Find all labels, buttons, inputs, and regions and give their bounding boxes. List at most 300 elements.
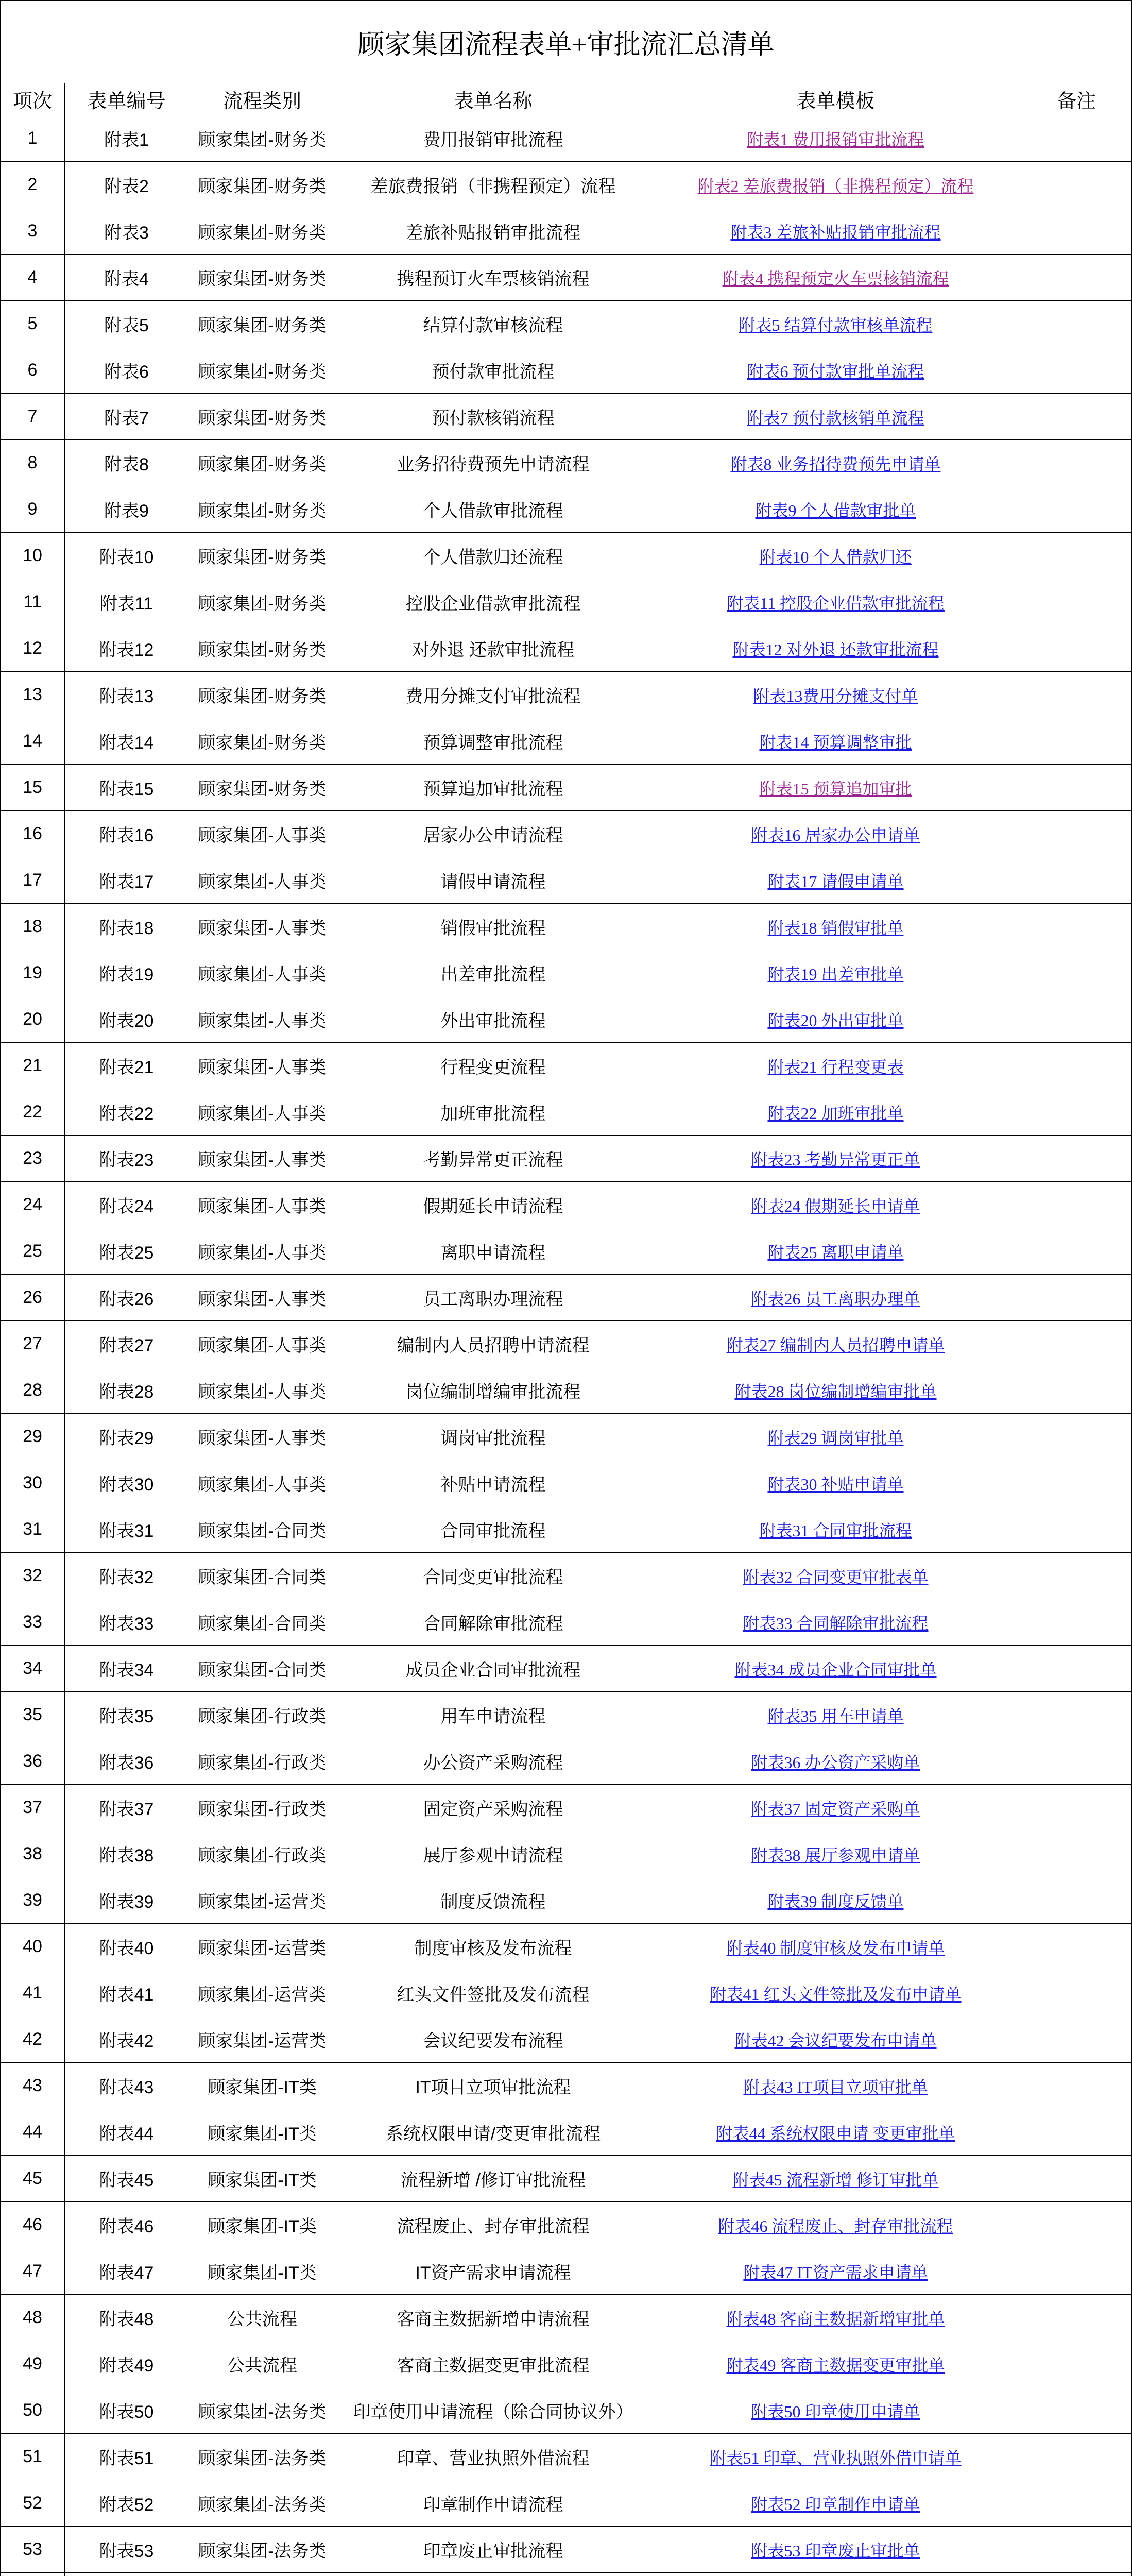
remarks (1021, 347, 1131, 394)
form-template-link[interactable]: 附表3 差旅补贴报销审批流程 (650, 208, 1021, 255)
row-index: 10 (1, 533, 65, 579)
form-template-link[interactable]: 附表43 IT项目立项审批单 (650, 2063, 1021, 2109)
row-index: 3 (1, 208, 65, 255)
row-index: 37 (1, 1785, 65, 1831)
form-name: 费用分摊支付审批流程 (336, 672, 650, 718)
row-index: 48 (1, 2295, 65, 2341)
form-name: 流程新增 /修订审批流程 (336, 2156, 650, 2202)
form-name: 岗位编制增编审批流程 (336, 1367, 650, 1414)
form-template-link[interactable]: 附表46 流程废止、封存审批流程 (650, 2202, 1021, 2248)
form-code: 附表3 (65, 208, 188, 255)
process-category: 顾家集团-财务类 (188, 625, 336, 672)
form-name: 个人借款归还流程 (336, 533, 650, 579)
row-index: 4 (1, 255, 65, 301)
form-name: 预算追加审批流程 (336, 765, 650, 811)
remarks (1021, 1924, 1131, 1970)
form-code: 附表49 (65, 2341, 188, 2387)
form-name: IT项目立项审批流程 (336, 2063, 650, 2109)
form-template-link[interactable]: 附表34 成员企业合同审批单 (650, 1646, 1021, 1692)
form-code: 附表28 (65, 1367, 188, 1414)
form-template-link[interactable]: 附表36 办公资产采购单 (650, 1738, 1021, 1785)
row-index: 53 (1, 2527, 65, 2573)
row-index: 13 (1, 672, 65, 718)
row-index: 7 (1, 394, 65, 440)
process-category: 顾家集团-人事类 (188, 1414, 336, 1460)
process-category: 顾家集团-合同类 (188, 1553, 336, 1599)
row-index: 38 (1, 1831, 65, 1877)
form-code: 附表41 (65, 1970, 188, 2016)
process-category: 顾家集团-人事类 (188, 1228, 336, 1275)
form-name: 红头文件签批及发布流程 (336, 1970, 650, 2016)
row-index (1, 2573, 65, 2576)
row-index: 32 (1, 1553, 65, 1599)
form-name: 差旅费报销（非携程预定）流程 (336, 162, 650, 208)
form-code: 附表25 (65, 1228, 188, 1275)
form-name: 印章使用申请流程（除合同协议外） (336, 2387, 650, 2434)
form-name: 客商主数据变更审批流程 (336, 2341, 650, 2387)
form-code: 附表45 (65, 2156, 188, 2202)
form-template-link[interactable]: 附表6 预付款审批单流程 (650, 347, 1021, 394)
process-category: 顾家集团-合同类 (188, 1506, 336, 1553)
process-category: 顾家集团-法务类 (188, 2434, 336, 2480)
process-category: 顾家集团-财务类 (188, 486, 336, 533)
row-index: 52 (1, 2480, 65, 2527)
row-index: 27 (1, 1321, 65, 1367)
form-code: 附表6 (65, 347, 188, 394)
process-category: 顾家集团-财务类 (188, 533, 336, 579)
form-template-link[interactable]: 附表18 销假审批单 (650, 904, 1021, 950)
process-category: 顾家集团-人事类 (188, 857, 336, 904)
row-index: 19 (1, 950, 65, 996)
form-name: 流程废止、封存审批流程 (336, 2202, 650, 2248)
process-category: 顾家集团-IT类 (188, 2248, 336, 2295)
header-remarks: 备注 (1021, 83, 1131, 115)
form-template-link[interactable] (650, 2573, 1021, 2576)
remarks (1021, 301, 1131, 347)
form-name: 展厅参观申请流程 (336, 1831, 650, 1877)
remarks (1021, 1460, 1131, 1506)
form-template-link[interactable]: 附表33 合同解除审批流程 (650, 1599, 1021, 1646)
form-code: 附表19 (65, 950, 188, 996)
process-category: 顾家集团-运营类 (188, 1877, 336, 1924)
form-name: 费用报销审批流程 (336, 115, 650, 162)
form-name: 预算调整审批流程 (336, 718, 650, 765)
form-code: 附表33 (65, 1599, 188, 1646)
form-template-link[interactable]: 附表10 个人借款归还 (650, 533, 1021, 579)
form-template-link[interactable]: 附表35 用车申请单 (650, 1692, 1021, 1738)
form-template-link[interactable]: 附表28 岗位编制增编审批单 (650, 1367, 1021, 1414)
process-category: 顾家集团-运营类 (188, 1970, 336, 2016)
remarks (1021, 2387, 1131, 2434)
header-form-template: 表单模板 (650, 83, 1021, 115)
process-category: 顾家集团-人事类 (188, 904, 336, 950)
process-category: 顾家集团-财务类 (188, 718, 336, 765)
remarks (1021, 2527, 1131, 2573)
form-template-link[interactable]: 附表50 印章使用申请单 (650, 2387, 1021, 2434)
remarks (1021, 2156, 1131, 2202)
row-index: 2 (1, 162, 65, 208)
remarks (1021, 2202, 1131, 2248)
remarks (1021, 2295, 1131, 2341)
remarks (1021, 2248, 1131, 2295)
header-form-code: 表单编号 (65, 83, 188, 115)
form-name: 用车申请流程 (336, 1692, 650, 1738)
process-category: 顾家集团-人事类 (188, 950, 336, 996)
form-code (65, 2573, 188, 2576)
form-code: 附表27 (65, 1321, 188, 1367)
form-code: 附表46 (65, 2202, 188, 2248)
process-category: 顾家集团-财务类 (188, 347, 336, 394)
form-template-link[interactable]: 附表2 差旅费报销（非携程预定）流程 (650, 162, 1021, 208)
remarks (1021, 1970, 1131, 2016)
form-code: 附表1 (65, 115, 188, 162)
form-code: 附表52 (65, 2480, 188, 2527)
row-index: 49 (1, 2341, 65, 2387)
form-template-link[interactable]: 附表20 外出审批单 (650, 996, 1021, 1043)
row-index: 9 (1, 486, 65, 533)
form-template-link[interactable]: 附表47 IT资产需求申请单 (650, 2248, 1021, 2295)
form-template-link[interactable]: 附表1 费用报销审批流程 (650, 115, 1021, 162)
remarks (1021, 1136, 1131, 1182)
form-template-link[interactable]: 附表42 会议纪要发布申请单 (650, 2016, 1021, 2063)
remarks (1021, 1414, 1131, 1460)
process-category: 顾家集团-人事类 (188, 996, 336, 1043)
row-index: 15 (1, 765, 65, 811)
form-name: IT资产需求申请流程 (336, 2248, 650, 2295)
form-code: 附表32 (65, 1553, 188, 1599)
process-category: 顾家集团-法务类 (188, 2480, 336, 2527)
process-category: 顾家集团-合同类 (188, 1646, 336, 1692)
remarks (1021, 1553, 1131, 1599)
row-index: 11 (1, 579, 65, 625)
form-template-link[interactable]: 附表25 离职申请单 (650, 1228, 1021, 1275)
remarks (1021, 1043, 1131, 1089)
form-code: 附表44 (65, 2109, 188, 2156)
form-template-link[interactable]: 附表29 调岗审批单 (650, 1414, 1021, 1460)
form-code: 附表2 (65, 162, 188, 208)
process-category: 公共流程 (188, 2295, 336, 2341)
remarks (1021, 440, 1131, 486)
row-index: 33 (1, 1599, 65, 1646)
form-name: 加班审批流程 (336, 1089, 650, 1136)
process-category: 顾家集团-人事类 (188, 1182, 336, 1228)
process-category: 顾家集团-人事类 (188, 1275, 336, 1321)
process-category: 顾家集团-运营类 (188, 2016, 336, 2063)
form-template-link[interactable]: 附表48 客商主数据新增审批单 (650, 2295, 1021, 2341)
form-name: 成员企业合同审批流程 (336, 1646, 650, 1692)
form-code: 附表50 (65, 2387, 188, 2434)
process-category (188, 2573, 336, 2576)
form-template-link[interactable]: 附表5 结算付款审核单流程 (650, 301, 1021, 347)
remarks (1021, 904, 1131, 950)
row-index: 44 (1, 2109, 65, 2156)
form-code: 附表26 (65, 1275, 188, 1321)
form-code: 附表43 (65, 2063, 188, 2109)
form-code: 附表21 (65, 1043, 188, 1089)
form-code: 附表51 (65, 2434, 188, 2480)
form-name: 办公资产采购流程 (336, 1738, 650, 1785)
process-category: 顾家集团-人事类 (188, 1460, 336, 1506)
form-code: 附表14 (65, 718, 188, 765)
row-index: 8 (1, 440, 65, 486)
row-index: 34 (1, 1646, 65, 1692)
remarks (1021, 1182, 1131, 1228)
form-template-link[interactable]: 附表4 携程预定火车票核销流程 (650, 255, 1021, 301)
form-name: 会议纪要发布流程 (336, 2016, 650, 2063)
form-code: 附表10 (65, 533, 188, 579)
remarks (1021, 857, 1131, 904)
form-code: 附表16 (65, 811, 188, 857)
row-index: 36 (1, 1738, 65, 1785)
form-template-link[interactable]: 附表26 员工离职办理单 (650, 1275, 1021, 1321)
row-index: 43 (1, 2063, 65, 2109)
form-name: 固定资产采购流程 (336, 1785, 650, 1831)
form-name: 控股企业借款审批流程 (336, 579, 650, 625)
form-template-link[interactable]: 附表21 行程变更表 (650, 1043, 1021, 1089)
remarks (1021, 486, 1131, 533)
process-category: 顾家集团-财务类 (188, 394, 336, 440)
form-template-link[interactable]: 附表27 编制内人员招聘申请单 (650, 1321, 1021, 1367)
form-code: 附表30 (65, 1460, 188, 1506)
form-name: 个人借款审批流程 (336, 486, 650, 533)
remarks (1021, 1692, 1131, 1738)
row-index: 46 (1, 2202, 65, 2248)
form-name: 对外退 还款审批流程 (336, 625, 650, 672)
header-form-name: 表单名称 (336, 83, 650, 115)
process-category: 顾家集团-IT类 (188, 2156, 336, 2202)
process-category: 顾家集团-人事类 (188, 811, 336, 857)
form-code: 附表24 (65, 1182, 188, 1228)
form-code: 附表7 (65, 394, 188, 440)
row-index: 30 (1, 1460, 65, 1506)
form-name: 制度审核及发布流程 (336, 1924, 650, 1970)
process-category: 顾家集团-行政类 (188, 1785, 336, 1831)
remarks (1021, 1877, 1131, 1924)
form-code: 附表12 (65, 625, 188, 672)
form-template-link[interactable]: 附表31 合同审批流程 (650, 1506, 1021, 1553)
row-index: 47 (1, 2248, 65, 2295)
form-code: 附表53 (65, 2527, 188, 2573)
row-index: 21 (1, 1043, 65, 1089)
remarks (1021, 1321, 1131, 1367)
form-code: 附表37 (65, 1785, 188, 1831)
form-name: 合同变更审批流程 (336, 1553, 650, 1599)
row-index: 31 (1, 1506, 65, 1553)
row-index: 18 (1, 904, 65, 950)
form-code: 附表39 (65, 1877, 188, 1924)
process-category: 顾家集团-行政类 (188, 1738, 336, 1785)
remarks (1021, 2480, 1131, 2527)
form-name: 制度反馈流程 (336, 1877, 650, 1924)
form-template-link[interactable]: 附表51 印章、营业执照外借申请单 (650, 2434, 1021, 2480)
form-name: 请假申请流程 (336, 857, 650, 904)
form-code: 附表34 (65, 1646, 188, 1692)
form-template-link[interactable]: 附表32 合同变更审批表单 (650, 1553, 1021, 1599)
remarks (1021, 255, 1131, 301)
row-index: 28 (1, 1367, 65, 1414)
form-template-link[interactable]: 附表37 固定资产采购单 (650, 1785, 1021, 1831)
form-template-link[interactable]: 附表7 预付款核销单流程 (650, 394, 1021, 440)
form-name: 考勤异常更正流程 (336, 1136, 650, 1182)
form-name: 离职申请流程 (336, 1228, 650, 1275)
process-category: 顾家集团-人事类 (188, 1367, 336, 1414)
form-name: 系统权限申请/变更审批流程 (336, 2109, 650, 2156)
form-code: 附表11 (65, 579, 188, 625)
row-index: 26 (1, 1275, 65, 1321)
form-template-link[interactable]: 附表38 展厅参观申请单 (650, 1831, 1021, 1877)
remarks (1021, 208, 1131, 255)
form-template-link[interactable]: 附表9 个人借款审批单 (650, 486, 1021, 533)
form-template-link[interactable]: 附表14 预算调整审批 (650, 718, 1021, 765)
remarks (1021, 394, 1131, 440)
form-template-link[interactable]: 附表22 加班审批单 (650, 1089, 1021, 1136)
row-index: 40 (1, 1924, 65, 1970)
form-code: 附表22 (65, 1089, 188, 1136)
form-name: 外出审批流程 (336, 996, 650, 1043)
form-template-link[interactable]: 附表11 控股企业借款审批流程 (650, 579, 1021, 625)
row-index: 23 (1, 1136, 65, 1182)
remarks (1021, 2016, 1131, 2063)
row-index: 6 (1, 347, 65, 394)
form-template-link[interactable]: 附表30 补贴申请单 (650, 1460, 1021, 1506)
process-category: 顾家集团-财务类 (188, 440, 336, 486)
remarks (1021, 1599, 1131, 1646)
row-index: 12 (1, 625, 65, 672)
process-category: 顾家集团-行政类 (188, 1831, 336, 1877)
form-template-link[interactable]: 附表15 预算追加审批 (650, 765, 1021, 811)
form-code: 附表42 (65, 2016, 188, 2063)
remarks (1021, 672, 1131, 718)
header-index: 项次 (1, 83, 65, 115)
form-name: 编制内人员招聘申请流程 (336, 1321, 650, 1367)
form-name: 假期延长申请流程 (336, 1182, 650, 1228)
form-template-link[interactable]: 附表23 考勤异常更正单 (650, 1136, 1021, 1182)
header-process-category: 流程类别 (188, 83, 336, 115)
process-category: 顾家集团-行政类 (188, 1692, 336, 1738)
form-template-link[interactable]: 附表19 出差审批单 (650, 950, 1021, 996)
remarks (1021, 1275, 1131, 1321)
remarks (1021, 1831, 1131, 1877)
remarks (1021, 996, 1131, 1043)
process-category: 顾家集团-运营类 (188, 1924, 336, 1970)
form-template-link[interactable]: 附表13费用分摊支付单 (650, 672, 1021, 718)
process-category: 顾家集团-财务类 (188, 255, 336, 301)
row-index: 25 (1, 1228, 65, 1275)
form-name: 出差审批流程 (336, 950, 650, 996)
form-template-link[interactable]: 附表39 制度反馈单 (650, 1877, 1021, 1924)
row-index: 22 (1, 1089, 65, 1136)
process-category: 顾家集团-财务类 (188, 672, 336, 718)
row-index: 5 (1, 301, 65, 347)
process-category: 顾家集团-财务类 (188, 115, 336, 162)
form-name: 预付款核销流程 (336, 394, 650, 440)
remarks (1021, 2573, 1131, 2576)
remarks (1021, 1738, 1131, 1785)
process-category: 顾家集团-法务类 (188, 2387, 336, 2434)
process-category: 顾家集团-财务类 (188, 301, 336, 347)
remarks (1021, 2341, 1131, 2387)
remarks (1021, 950, 1131, 996)
process-category: 顾家集团-IT类 (188, 2063, 336, 2109)
form-template-link[interactable]: 附表40 制度审核及发布申请单 (650, 1924, 1021, 1970)
form-code: 附表20 (65, 996, 188, 1043)
remarks (1021, 1646, 1131, 1692)
process-category: 顾家集团-人事类 (188, 1043, 336, 1089)
row-index: 51 (1, 2434, 65, 2480)
form-name (336, 2573, 650, 2576)
form-name: 差旅补贴报销审批流程 (336, 208, 650, 255)
form-name: 合同审批流程 (336, 1506, 650, 1553)
form-code: 附表15 (65, 765, 188, 811)
process-category: 顾家集团-合同类 (188, 1599, 336, 1646)
process-category: 公共流程 (188, 2341, 336, 2387)
process-category: 顾家集团-人事类 (188, 1136, 336, 1182)
process-category: 顾家集团-IT类 (188, 2202, 336, 2248)
form-code: 附表23 (65, 1136, 188, 1182)
row-index: 41 (1, 1970, 65, 2016)
form-template-link[interactable]: 附表41 红头文件签批及发布申请单 (650, 1970, 1021, 2016)
form-template-link[interactable]: 附表45 流程新增 修订审批单 (650, 2156, 1021, 2202)
remarks (1021, 1089, 1131, 1136)
process-category: 顾家集团-法务类 (188, 2527, 336, 2573)
remarks (1021, 625, 1131, 672)
form-template-link[interactable]: 附表44 系统权限申请 变更审批单 (650, 2109, 1021, 2156)
form-code: 附表5 (65, 301, 188, 347)
form-template-link[interactable]: 附表12 对外退 还款审批流程 (650, 625, 1021, 672)
remarks (1021, 718, 1131, 765)
form-name: 居家办公申请流程 (336, 811, 650, 857)
form-code: 附表18 (65, 904, 188, 950)
form-name: 印章制作申请流程 (336, 2480, 650, 2527)
remarks (1021, 115, 1131, 162)
form-name: 携程预订火车票核销流程 (336, 255, 650, 301)
form-name: 合同解除审批流程 (336, 1599, 650, 1646)
remarks (1021, 1506, 1131, 1553)
table-title: 顾家集团流程表单+审批流汇总清单 (1, 1, 1131, 83)
form-template-link[interactable]: 附表16 居家办公申请单 (650, 811, 1021, 857)
form-name: 补贴申请流程 (336, 1460, 650, 1506)
form-name: 业务招待费预先申请流程 (336, 440, 650, 486)
form-name: 客商主数据新增申请流程 (336, 2295, 650, 2341)
form-code: 附表38 (65, 1831, 188, 1877)
form-code: 附表9 (65, 486, 188, 533)
form-code: 附表35 (65, 1692, 188, 1738)
row-index: 50 (1, 2387, 65, 2434)
remarks (1021, 1367, 1131, 1414)
process-category: 顾家集团-人事类 (188, 1089, 336, 1136)
row-index: 29 (1, 1414, 65, 1460)
row-index: 39 (1, 1877, 65, 1924)
remarks (1021, 1785, 1131, 1831)
row-index: 20 (1, 996, 65, 1043)
form-template-link[interactable]: 附表8 业务招待费预先申请单 (650, 440, 1021, 486)
form-template-link[interactable]: 附表52 印章制作申请单 (650, 2480, 1021, 2527)
form-template-link[interactable]: 附表49 客商主数据变更审批单 (650, 2341, 1021, 2387)
remarks (1021, 162, 1131, 208)
form-name: 印章废止审批流程 (336, 2527, 650, 2573)
form-code: 附表8 (65, 440, 188, 486)
form-code: 附表48 (65, 2295, 188, 2341)
remarks (1021, 1228, 1131, 1275)
form-template-link[interactable]: 附表53 印章废止审批单 (650, 2527, 1021, 2573)
row-index: 14 (1, 718, 65, 765)
form-template-link[interactable]: 附表24 假期延长申请单 (650, 1182, 1021, 1228)
form-template-link[interactable]: 附表17 请假申请单 (650, 857, 1021, 904)
process-category: 顾家集团-IT类 (188, 2109, 336, 2156)
form-code: 附表31 (65, 1506, 188, 1553)
form-code: 附表47 (65, 2248, 188, 2295)
form-name: 员工离职办理流程 (336, 1275, 650, 1321)
